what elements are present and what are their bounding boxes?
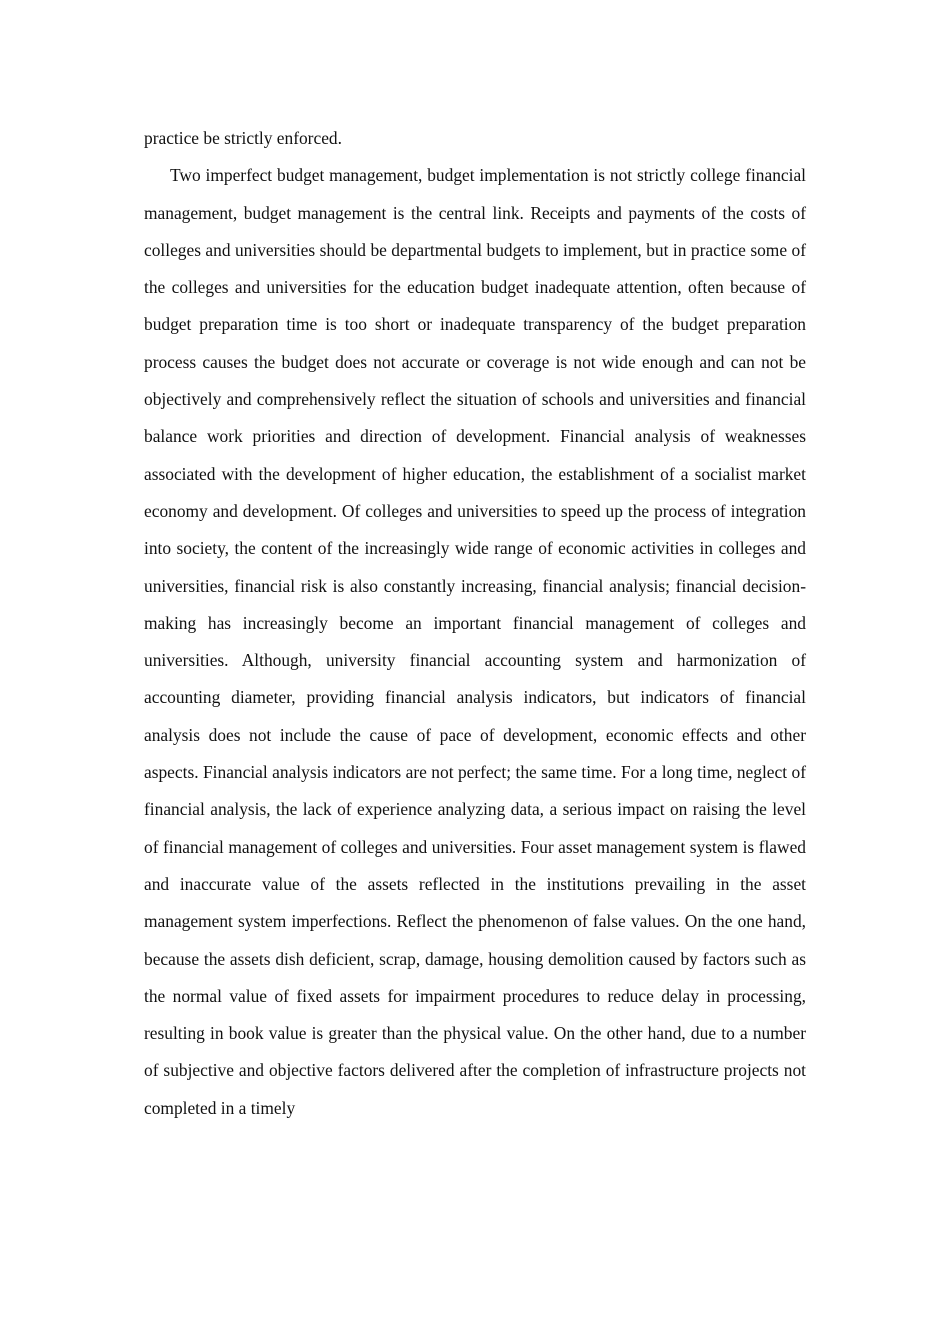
paragraph-continuation: practice be strictly enforced. (144, 128, 342, 148)
paragraph-budget-management: Two imperfect budget management, budget implementation is not strictly college financial management, budget management is the central link. Receipts and payments of the costs of colleges and universities should be departmental budgets to implement, but in practice some of the colleges and universities for the education budget inadequate attention, often because of budget preparation time is too short or inadequate transparency of the budget preparation process causes the budget does not accurate or coverage is not wide enough and can not be objectively and comprehensively reflect the situation of schools and universities and financial balance work priorities and direction of development. Financial analysis of weaknesses associated with the development of higher education, the establishment of a socialist market economy and development. Of colleges and universities to speed up the process of integration into society, the content of the increasingly wide range of economic activities in colleges and universities, financial risk is also constantly increasing, financial analysis; financial decision-making has increasingly become an important financial management of colleges and universities. Although, university financial accounting system and harmonization of accounting diameter, providing financial analysis indicators, but indicators of financial analysis does not include the cause of pace of development, economic effects and other aspects. Financial analysis indicators are not perfect; the same time. For a long time, neglect of financial analysis, the lack of experience analyzing data, a serious impact on raising the level of financial management of colleges and universities. Four asset management system is flawed and inaccurate value of the assets reflected in the institutions prevailing in the asset management system imperfections. Reflect the phenomenon of false values. On the one hand, because the assets dish deficient, scrap, damage, housing demolition caused by factors such as the normal value of fixed assets for impairment procedures to reduce delay in processing, resulting in book value is greater than the physical value. On the other hand, due to a number of subjective and objective factors delivered after the completion of infrastructure projects not completed in a timely (144, 165, 806, 1118)
body-text (144, 120, 806, 1127)
